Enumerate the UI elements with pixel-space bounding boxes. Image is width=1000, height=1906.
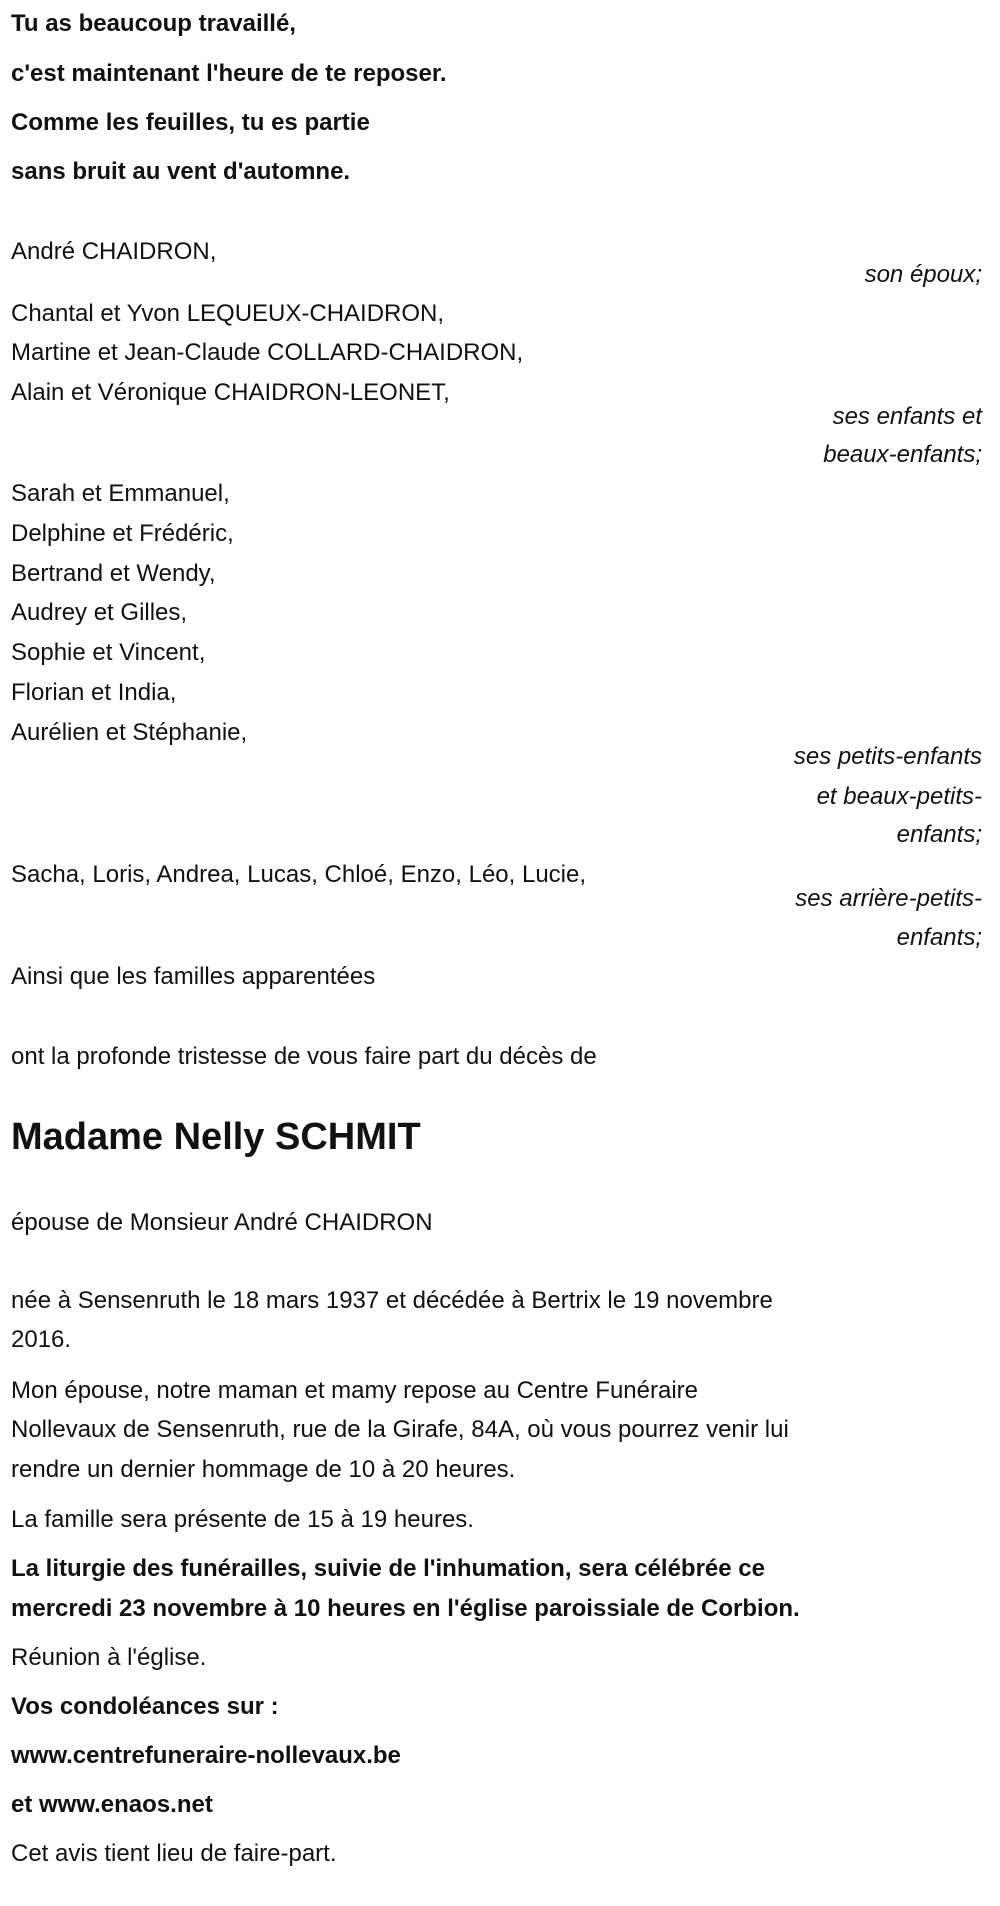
- grandchild-name: Delphine et Frédéric,: [11, 520, 234, 547]
- condolences-link-enaos[interactable]: et www.enaos.net: [11, 1791, 213, 1818]
- condolences-link-nollevaux[interactable]: www.centrefuneraire-nollevaux.be: [11, 1742, 401, 1769]
- great-grandchildren-names: Sacha, Loris, Andrea, Lucas, Chloé, Enzo, Léo, Lucie,: [11, 861, 587, 888]
- rest-place-line: rendre un dernier hommage de 10 à 20 heures.: [11, 1456, 516, 1483]
- related-families: Ainsi que les familles apparentées: [11, 963, 376, 990]
- grandchild-name: Florian et India,: [11, 679, 177, 706]
- spouse-of: épouse de Monsieur André CHAIDRON: [11, 1209, 433, 1236]
- grandchildren-role: enfants;: [896, 821, 982, 848]
- grandchild-name: Sophie et Vincent,: [11, 639, 206, 666]
- grandchild-name: Bertrand et Wendy,: [11, 560, 216, 587]
- grandchild-name: Audrey et Gilles,: [11, 599, 188, 626]
- child-name: Martine et Jean-Claude COLLARD-CHAIDRON,: [11, 339, 524, 366]
- condolences-label: Vos condoléances sur :: [11, 1693, 279, 1720]
- deceased-name: Madame Nelly SCHMIT: [11, 1116, 421, 1158]
- grandchildren-role: ses petits-enfants: [793, 743, 982, 770]
- great-grandchildren-role: ses arrière-petits-: [795, 885, 982, 912]
- poem-line: Tu as beaucoup travaillé,: [11, 10, 296, 37]
- family-presence: La famille sera présente de 15 à 19 heures.: [11, 1506, 474, 1533]
- spouse-role: son époux;: [864, 261, 982, 288]
- rest-place-line: Nollevaux de Sensenruth, rue de la Girafe, 84A, où vous pourrez venir lui: [11, 1416, 789, 1443]
- announcement: ont la profonde tristesse de vous faire part du décès de: [11, 1043, 597, 1070]
- children-role: beaux-enfants;: [823, 441, 982, 468]
- grandchild-name: Sarah et Emmanuel,: [11, 480, 230, 507]
- liturgy-line: mercredi 23 novembre à 10 heures en l'église paroissiale de Corbion.: [11, 1595, 800, 1622]
- children-role: ses enfants et: [832, 403, 982, 430]
- child-name: Chantal et Yvon LEQUEUX-CHAIDRON,: [11, 300, 445, 327]
- grandchild-name: Aurélien et Stéphanie,: [11, 719, 248, 746]
- child-name: Alain et Véronique CHAIDRON-LEONET,: [11, 379, 450, 406]
- poem-line: sans bruit au vent d'automne.: [11, 158, 351, 185]
- spouse-name: André CHAIDRON,: [11, 238, 217, 265]
- rest-place-line: Mon épouse, notre maman et mamy repose au Centre Funéraire: [11, 1377, 699, 1404]
- birth-death-line: 2016.: [11, 1326, 72, 1353]
- poem-line: Comme les feuilles, tu es partie: [11, 109, 370, 136]
- meeting-info: Réunion à l'église.: [11, 1644, 207, 1671]
- liturgy-line: La liturgie des funérailles, suivie de l'inhumation, sera célébrée ce: [11, 1555, 765, 1582]
- poem-line: c'est maintenant l'heure de te reposer.: [11, 60, 447, 87]
- birth-death-line: née à Sensenruth le 18 mars 1937 et décédée à Bertrix le 19 novembre: [11, 1287, 773, 1314]
- closing-note: Cet avis tient lieu de faire-part.: [11, 1840, 337, 1867]
- grandchildren-role: et beaux-petits-: [816, 783, 982, 810]
- great-grandchildren-role: enfants;: [896, 924, 982, 951]
